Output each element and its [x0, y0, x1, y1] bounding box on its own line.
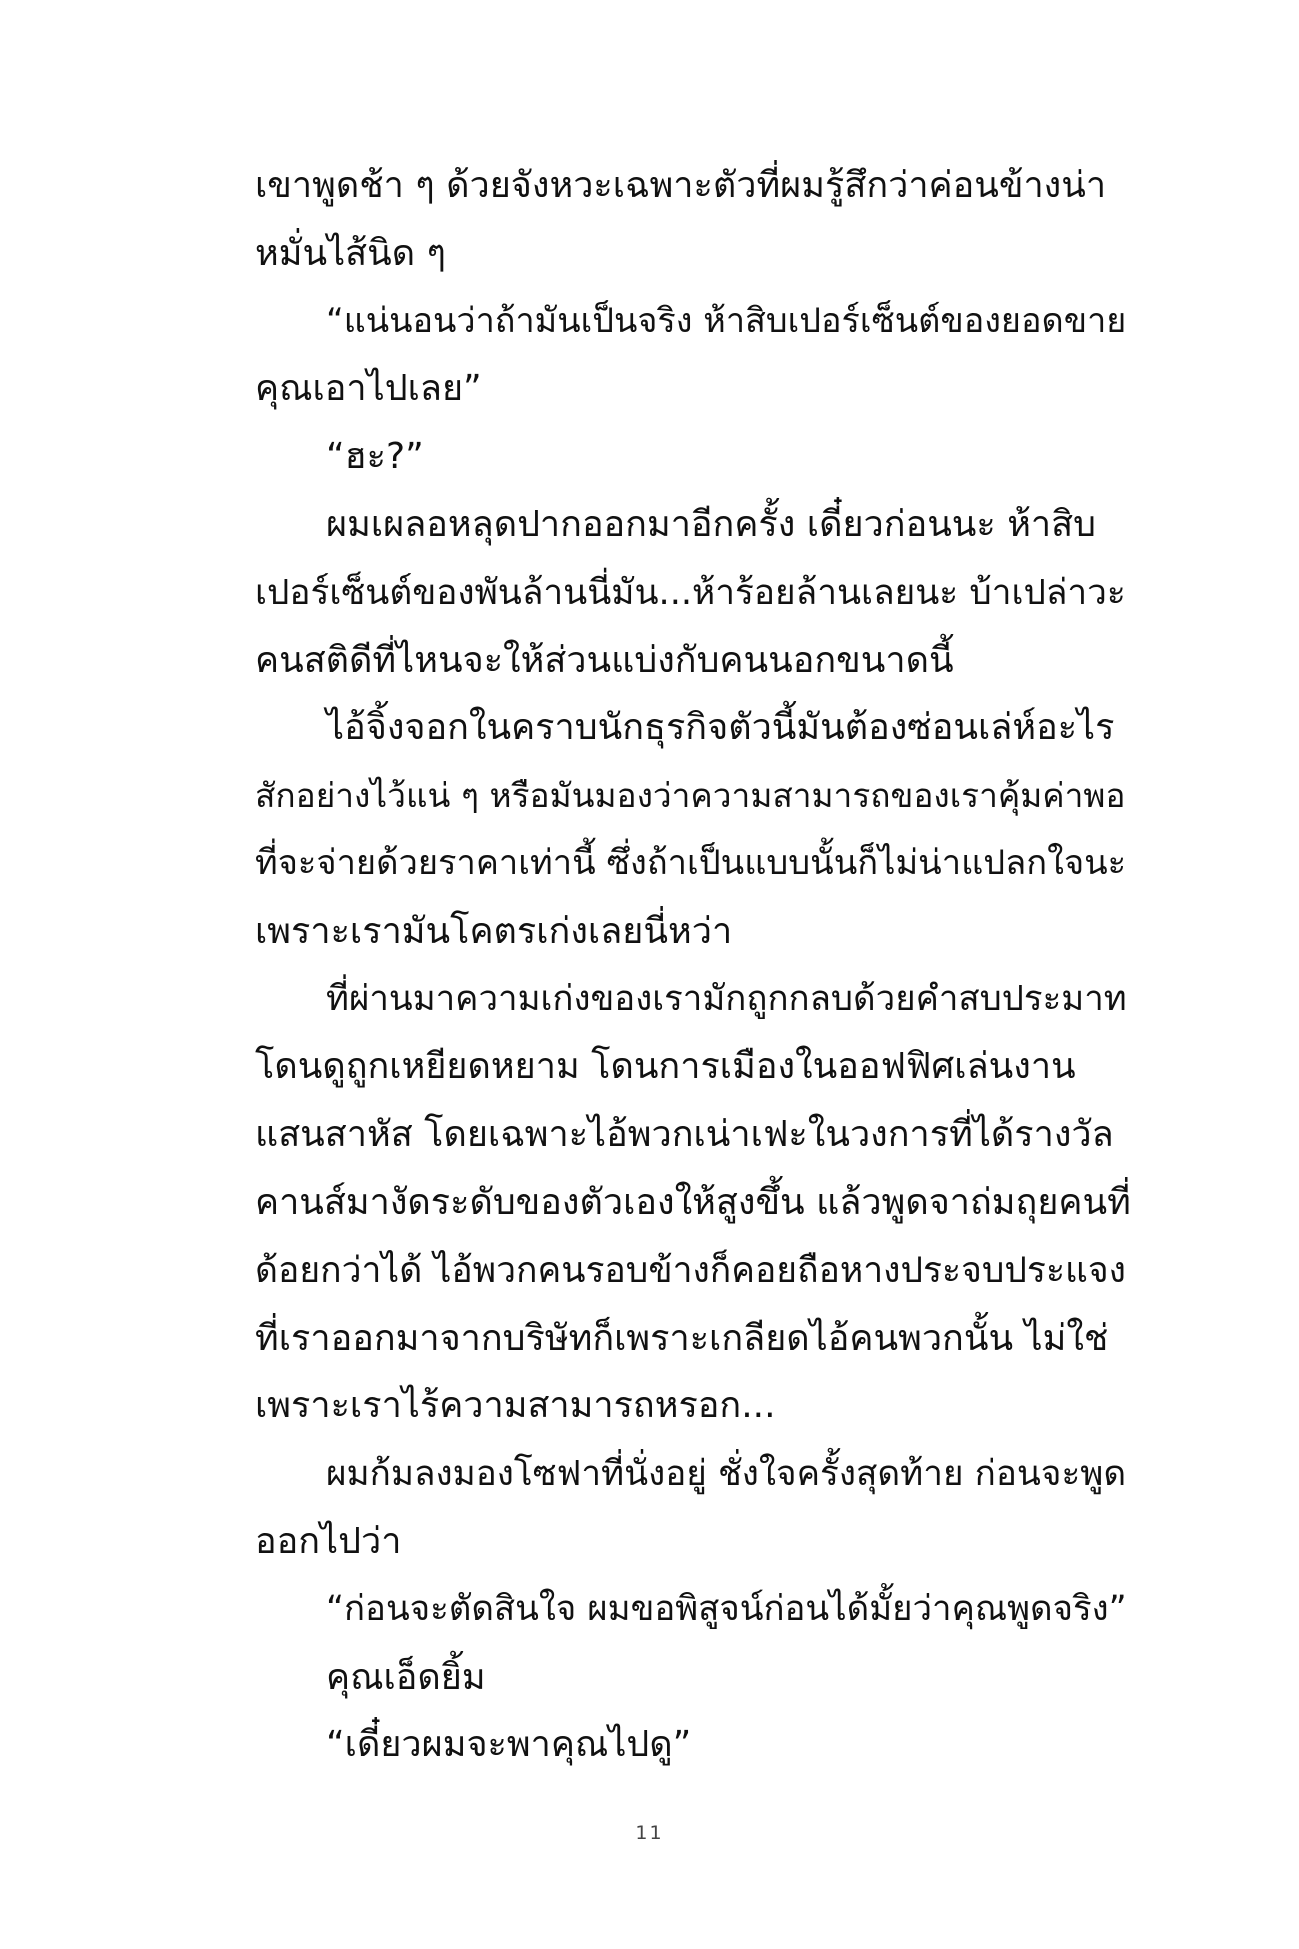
text-line: “ฮะ?”	[326, 436, 424, 478]
text-line: เปอร์เซ็นต์ของพันล้านนี่มัน...ห้าร้อยล้านเลยนะ บ้าเปล่าวะ	[255, 571, 1126, 613]
text-line: คนสติดีที่ไหนจะให้ส่วนแบ่งกับคนนอกขนาดนี้	[255, 639, 954, 681]
paragraph-2	[255, 288, 1135, 424]
text-line: ที่เราออกมาจากบริษัทก็เพราะเกลียดไอ้คนพวกนั้น ไม่ใช่	[255, 1317, 1109, 1359]
text-line: คุณเอ็ดยิ้ม	[326, 1656, 486, 1698]
paragraph-4	[255, 491, 1135, 694]
text-line: สักอย่างไว้แน่ ๆ หรือมันมองว่าความสามารถของเราคุ้มค่าพอ	[255, 776, 1126, 816]
paragraph-9	[255, 1644, 1135, 1712]
text-line: ที่จะจ่ายด้วยราคาเท่านี้ ซึ่งถ้าเป็นแบบนั้นก็ไม่น่าแปลกใจนะ	[255, 842, 1127, 883]
text-line: ผมเผลอหลุดปากออกมาอีกครั้ง เดี๋ยวก่อนนะ ห้าสิบ	[326, 503, 1096, 545]
body-text	[255, 152, 1135, 1779]
paragraph-3	[255, 423, 1135, 491]
text-line: คานส์มางัดระดับของตัวเองให้สูงขึ้น แล้วพูดจาถ่มถุยคนที่	[255, 1181, 1131, 1223]
text-line: ที่ผ่านมาความเก่งของเรามักถูกกลบด้วยคำสบประมาท	[326, 978, 1127, 1019]
text-line: ด้อยกว่าได้ ไอ้พวกคนรอบข้างก็คอยถือหางประจบประแจง	[255, 1249, 1126, 1291]
paragraph-8	[255, 1576, 1135, 1644]
text-line: ไอ้จิ้งจอกในคราบนักธุรกิจตัวนี้มันต้องซ่อนเล่ห์อะไร	[326, 707, 1115, 749]
paragraph-6	[255, 966, 1135, 1441]
text-line: เพราะเราไร้ความสามารถหรอก...	[255, 1385, 776, 1427]
paragraph-5	[255, 694, 1135, 965]
text-line: “เดี๋ยวผมจะพาคุณไปดู”	[326, 1724, 692, 1766]
text-line: เขาพูดช้า ๆ ด้วยจังหวะเฉพาะตัวที่ผมรู้สึกว่าค่อนข้างน่า	[255, 165, 1107, 206]
text-line: ผมก้มลงมองโซฟาที่นั่งอยู่ ชั่งใจครั้งสุดท้าย ก่อนจะพูด	[326, 1453, 1127, 1495]
text-line: “ก่อนจะตัดสินใจ ผมขอพิสูจน์ก่อนได้มั้ยว่าคุณพูดจริง”	[326, 1588, 1127, 1629]
text-line: หมั่นไส้นิด ๆ	[255, 232, 446, 274]
text-line: “แน่นอนว่าถ้ามันเป็นจริง ห้าสิบเปอร์เซ็นต์ของยอดขาย	[326, 300, 1127, 341]
paragraph-1	[255, 152, 1135, 288]
text-line: ออกไปว่า	[255, 1520, 402, 1562]
paragraph-7	[255, 1440, 1135, 1576]
text-line: แสนสาหัส โดยเฉพาะไอ้พวกเน่าเฟะในวงการที่ได้รางวัล	[255, 1114, 1114, 1156]
paragraph-10	[255, 1711, 1135, 1779]
text-line: เพราะเรามันโคตรเก่งเลยนี่หว่า	[255, 910, 733, 952]
page-number: 11	[635, 1822, 664, 1844]
text-line: คุณเอาไปเลย”	[255, 368, 482, 410]
text-line: โดนดูถูกเหยียดหยาม โดนการเมืองในออฟฟิศเล่นงาน	[255, 1046, 1076, 1088]
